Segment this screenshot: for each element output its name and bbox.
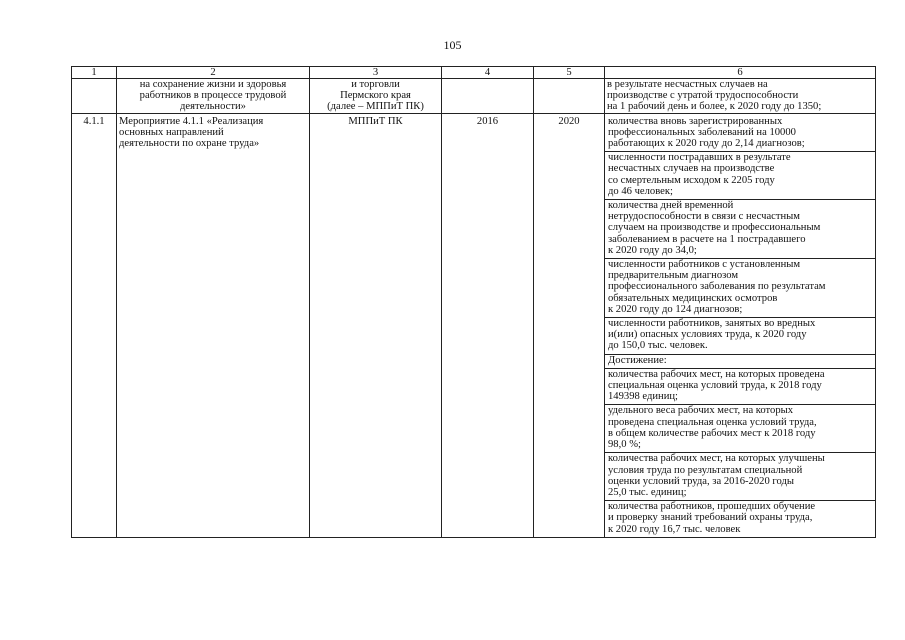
result-item: количества рабочих мест, на которых проведена специальная оценка условий труда, к 2018 году 149398 единиц;	[608, 368, 825, 403]
cont-results-cell: в результате несчастных случаев на производстве с утратой трудоспособности на 1 рабочий день и более, к 2020 году до 1350;	[605, 79, 876, 114]
measure-name-cell: Мероприятие 4.1.1 «Реализация основных направлений деятельности по охране труда»	[117, 113, 310, 537]
program-table	[71, 66, 876, 538]
row-4-1-1	[72, 113, 876, 537]
executor-cell: МППиТ ПК	[310, 113, 442, 537]
continuation-row	[72, 79, 876, 114]
result-item: удельного веса рабочих мест, на которых проведена специальная оценка условий труда, в общем количестве рабочих мест к 2018 году 98,0 %;	[608, 405, 817, 451]
cont-end-cell	[534, 79, 605, 114]
column-header-2: 2	[117, 67, 310, 79]
result-item: количества вновь зарегистрированных профессиональных заболеваний на 10000 работающих к 2020 году до 2,14 диагнозов;	[608, 115, 805, 150]
cont-executor-cell: и торговли Пермского края (далее – МППиТ ПК)	[310, 79, 442, 114]
result-item: количества работников, прошедших обучение и проверку знаний требований охраны труда, к 2020 году 16,7 тыс. человек	[608, 501, 816, 535]
column-header-3: 3	[310, 67, 442, 79]
end-year-cell: 2020	[534, 113, 605, 537]
column-header-6: 6	[605, 67, 876, 79]
result-item: количества дней временной нетрудоспособности в связи с несчастным случаем на производстве и профессиональным заболеванием в расчете на 1 пострадавшего к 2020 году до 34,0;	[608, 200, 821, 256]
page-number: 105	[443, 38, 462, 52]
row-number-cell: 4.1.1	[72, 113, 117, 537]
column-header-5: 5	[534, 67, 605, 79]
result-item: численности пострадавших в результате несчастных случаев на производстве со смертельным исходом к 2205 году до 46 человек;	[608, 152, 791, 197]
column-header-1: 1	[72, 67, 117, 79]
result-item: количества рабочих мест, на которых улучшены условия труда по результатам специальной оценки условий труда, за 2016-2020 годы 25,0 тыс. единиц;	[608, 453, 825, 498]
results-cell	[605, 113, 876, 537]
result-item: численности работников с установленным предварительным диагнозом профессионального заболевания по результатам обязательных медицинских осмотров к 2020 году до 124 диагнозов;	[608, 259, 826, 315]
cont-number-cell	[72, 79, 117, 114]
result-heading: Достижение:	[608, 354, 667, 366]
cont-name-cell: на сохранение жизни и здоровья работников в процессе трудовой деятельности»	[117, 79, 310, 114]
column-number-row	[72, 67, 876, 79]
start-year-cell: 2016	[442, 113, 534, 537]
column-header-4: 4	[442, 67, 534, 79]
result-item: численности работников, занятых во вредных и(или) опасных условиях труда, к 2020 году до 150,0 тыс. человек.	[608, 318, 816, 352]
cont-start-cell	[442, 79, 534, 114]
